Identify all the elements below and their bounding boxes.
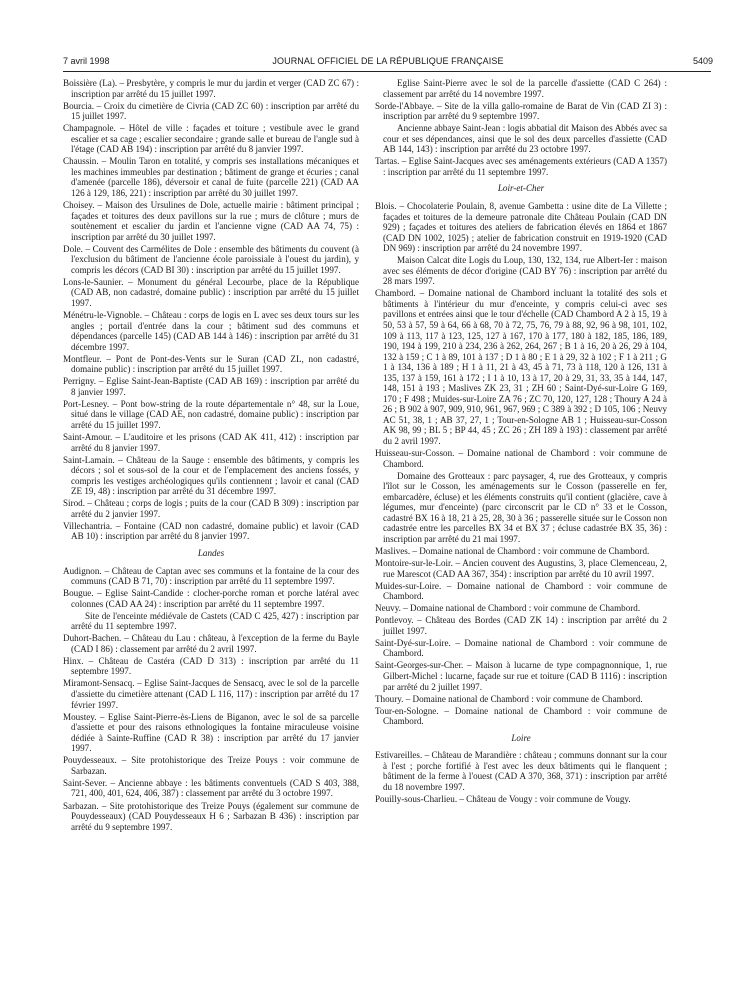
monument-entry: Muides-sur-Loire. – Domaine national de Chambord : voir commune de Chambord. (375, 580, 667, 602)
entry-continuation: Ancienne abbaye Saint-Jean : logis abbatial dit Maison des Abbés avec sa cour et ses dépendances, ainsi que le sol des deux parcelles d'assiette (CAD AB 144, 143) : inscription par arrêté du 23 octobre 1997. (383, 123, 667, 155)
section-heading: Loire (511, 732, 531, 743)
monument-entry: Maslives. – Domaine national de Chambord : voir commune de Chambord. (375, 545, 650, 556)
monument-entry: Chambord. – Domaine national de Chambord incluant la totalité des sols et bâtiments à l'intérieur du mur d'enceinte, y compris celui-ci avec ses pavillons et entrées ainsi que le tour d'échelle (CAD Chambord A 2 à 15, 19 à 50, 53 à 57, 59 à 64, 66 à 68, 70 à 72, 75, 76, 79 à 88, 92, 96 à 98, 101, 102, 109 à 113, 117 à 123, 125, 127 à 167, 170 à 177, 180 à 182, 185, 186, 189, 190, 194 à 199, 210 à 234, 236 à 262, 264, 267 ; B 1 à 16, 20 à 26, 29 à 104, 132 à 159 ; C 1 à 89, 101 à 137 ; D 1 à 80 ; E 1 à 29, 32 à 102 ; F 1 à 211 ; G 1 à 134, 136 à 189 ; H 1 à 11, 21 à 43, 45 à 71, 73 à 118, 120 à 126, 131 à 135, 137 à 159, 161 à 172 ; I 1 à 10, 13 à 17, 20 à 29, 31, 33, 35 à 144, 147, 148, 151 à 193 ; Maslives ZK 23, 31 ; ZH 60 ; Saint-Dyé-sur-Loire G 169, 170 ; F 498 ; Muides-sur-Loire ZA 76 ; ZC 70, 120, 127, 128 ; Thoury A 24 à 26 ; B 902 à 907, 909, 910, 961, 967, 969 ; C 389 à 392 ; D 105, 106 ; Neuvy AC 51, 38, 1 ; AB 37, 27, 1 ; Tour-en-Sologne AB 1 ; Huisseau-sur-Cosson AK 98, 99 ; BL 5 ; BP 44, 45 ; ZC 26 ; ZH 189 à 193) : classement par arrêté du 2 avril 1997. (375, 288, 667, 446)
monument-entry: Boissière (La). – Presbytère, y compris le mur du jardin et verger (CAD ZC 67) : inscription par arrêté du 15 juillet 1997. (63, 78, 359, 99)
monument-entry: Saint-Amour. – L'auditoire et les prisons (CAD AK 411, 412) : inscription par arrêté du 8 janvier 1997. (63, 432, 359, 453)
monument-entry: Saint-Sever. – Ancienne abbaye : les bâtiments conventuels (CAD S 403, 388, 721, 400, 401, 624, 406, 387) : classement par arrêté du 3 octobre 1997. (63, 777, 359, 799)
monument-entry: Huisseau-sur-Cosson. – Domaine national de Chambord : voir commune de Chambord. (375, 448, 667, 469)
left-column (63, 78, 359, 834)
section-heading: Loir-et-Cher (497, 183, 545, 194)
monument-entry: Lons-le-Saunier. – Monument du général Lecourbe, place de la République (CAD AB, non cadastré, domaine public) : inscription par arrêté du 15 juillet 1997. (63, 276, 359, 308)
monument-entry: Moustey. – Eglise Saint-Pierre-ès-Liens de Biganon, avec le sol de sa parcelle d'assiette et pour des raisons ethnologiques la fontaine miraculeuse voisine dédiée à Sainte-Ruffine (CAD R 38) : inscription par arrêté du 17 janvier 1997. (63, 711, 359, 754)
monument-entry: Thoury. – Domaine national de Chambord : voir commune de Chambord. (375, 693, 643, 704)
section-heading: Landes (197, 547, 225, 558)
monument-entry: Miramont-Sensacq. – Eglise Saint-Jacques de Sensacq, avec le sol de la parcelle d'assiette du cimetière attenant (CAD L 116, 117) : inscription par arrêté du 17 février 1997. (63, 678, 359, 710)
entry-continuation: Site de l'enceinte médiévale de Castets (CAD C 425, 427) : inscription par arrêté du 11 septembre 1997. (71, 610, 359, 632)
monument-entry: Champagnole. – Hôtel de ville : façades et toiture ; vestibule avec le grand escalier et sa cage ; escalier secondaire ; grande salle et bureau de l'angle sud à l'étage (CAD AB 194) : inscription par arrêté du 8 janvier 1997. (63, 123, 359, 155)
monument-entry: Bougue. – Eglise Saint-Candide : clocher-porche roman et porche latéral avec colonnes (CAD AA 24) : inscription par arrêté du 11 septembre 1997. (63, 588, 359, 609)
monument-entry: Port-Lesney. – Pont bow-string de la route départementale n° 48, sur la Loue, situé dans le village (CAD AE, non cadastré, domaine public) : inscription par arrêté du 15 juillet 1997. (63, 398, 359, 430)
right-column (375, 78, 667, 806)
monument-entry: Montfleur. – Pont de Pont-des-Vents sur le Suran (CAD ZL, non cadastré, domaine public) : inscription par arrêté du 15 juillet 1997. (63, 353, 359, 375)
page-header (63, 56, 713, 72)
monument-entry: Tour-en-Sologne. – Domaine national de Chambord : voir commune de Chambord. (375, 705, 667, 727)
monument-entry: Ménétru-le-Vignoble. – Château : corps de logis en L avec ses deux tours sur les angles ; portail d'entrée dans la cour ; bâtiment sud des communs et dépendances (parcelle 145) (CAD AB 144 à 146) : inscription par arrêté du 31 décembre 1997. (63, 309, 359, 352)
monument-entry: Saint-Georges-sur-Cher. – Maison à lucarne de type compagnonnique, 1, rue Gilbert-Michel : lucarne, façade sur rue et toiture (CAD B 1116) : inscription par arrêté du 2 juillet 1997. (375, 660, 667, 692)
monument-entry: Sarbazan. – Site protohistorique des Treize Pouys (également sur commune de Pouydesseaux) (CAD Pouydesseaux H 6 ; Sarbazan B 436) : inscription par arrêté du 9 septembre 1997. (63, 800, 359, 832)
monument-entry: Chaussin. – Moulin Taron en totalité, y compris ses installations mécaniques et les machines immeubles par destination ; bâtiment de grange et écuries ; canal d'amenée (parcelle 186), déversoir et canal de fuite (parcelle 221) (CAD AA 126 à 129, 186, 221) : inscription par arrêté du 30 juillet 1997. (63, 156, 359, 198)
monument-entry: Bourcia. – Croix du cimetière de Civria (CAD ZC 60) : inscription par arrêté du 15 juillet 1997. (63, 100, 359, 122)
monument-entry: Pouilly-sous-Charlieu. – Château de Vougy : voir commune de Vougy. (375, 793, 631, 804)
journal-title: JOURNAL OFFICIEL DE LA RÉPUBLIQUE FRANÇAISE (272, 56, 504, 66)
monument-entry: Saint-Lamain. – Château de la Sauge : ensemble des bâtiments, y compris les décors ; sol et sous-sol de la cour et de l'emplacement des anciens fossés, y compris les vestiges archéologiques qu'ils contiennent ; lavoir et canal (CAD ZE 19, 48) : inscription par arrêté du 31 décembre 1997. (63, 454, 359, 497)
entry-continuation: Maison Calcat dite Logis du Loup, 130, 132, 134, rue Albert-Ier : maison avec ses éléments de décor d'origine (CAD BY 76) : inscription par arrêté du 28 mars 1997. (383, 255, 667, 287)
monument-entry: Dole. – Couvent des Carmélites de Dole : ensemble des bâtiments du couvent (à l'exclusion du bâtiment de l'ancienne école paroissiale à l'ouest du jardin), y compris les décors (CAD BI 30) : inscription par arrêté du 15 juillet 1997. (63, 243, 359, 275)
page-number: 5409 (692, 56, 713, 66)
monument-entry: Pontlevoy. – Château des Bordes (CAD ZK 14) : inscription par arrêté du 2 juillet 1997. (375, 615, 667, 636)
entry-continuation: Domaine des Grotteaux : parc paysager, 4, rue des Grotteaux, y compris l'îlot sur le Cosson, les aménagements sur le Cosson (passerelle en fer, embarcadère, écluse) et les éléments construits qu'il contient (glacière, cave à légumes, mur d'enceinte) (parc circonscrit par le CD n° 33 et le Cosson, cadastré BX 16 à 18, 21 à 25, 28, 30 à 36 ; passerelle située sur le Cosson non cadastrée entre les parcelles BX 34 et BX 37 ; écluse cadastrée BX 35, 36) : inscription par arrêté du 21 mai 1997. (383, 470, 667, 544)
monument-entry: Tartas. – Eglise Saint-Jacques avec ses aménagements extérieurs (CAD A 1357) : inscription par arrêté du 11 septembre 1997. (375, 156, 667, 177)
monument-entry: Hinx. – Château de Castéra (CAD D 313) : inscription par arrêté du 11 septembre 1997. (63, 655, 359, 677)
monument-entry: Duhort-Bachen. – Château du Lau : château, à l'exception de la ferme du Bayle (CAD I 86) : classement par arrêté du 2 avril 1997. (63, 633, 359, 654)
monument-entry: Estivareilles. – Château de Marandière : château ; communs donnant sur la cour à l'est ; porche fortifié à l'est avec les deux bâtiments qui le flanquent ; bâtiment de la ferme à l'ouest (CAD A 370, 368, 371) : inscription par arrêté du 18 novembre 1997. (375, 750, 667, 792)
monument-entry: Neuvy. – Domaine national de Chambord : voir commune de Chambord. (375, 603, 641, 614)
monument-entry: Audignon. – Château de Captan avec ses communs et la fontaine de la cour des communs (CAD B 71, 70) : inscription par arrêté du 11 septembre 1997. (63, 565, 359, 587)
monument-entry: Saint-Dyé-sur-Loire. – Domaine national de Chambord : voir commune de Chambord. (375, 637, 667, 659)
monument-entry: Blois. – Chocolaterie Poulain, 8, avenue Gambetta : usine dite de La Villette ; façades et toitures de la demeure patronale dite Château Poulain (CAD DN 929) ; façades et toitures des ateliers de fabrication élevés en 1864 et 1867 (CAD DN 1002, 1025) ; atelier de fabrication construit en 1919-1920 (CAD DN 969) : inscription par arrêté du 24 novembre 1997. (375, 200, 667, 254)
monument-entry: Sorde-l'Abbaye. – Site de la villa gallo-romaine de Barat de Vin (CAD ZI 3) : inscription par arrêté du 9 septembre 1997. (375, 100, 667, 122)
monument-entry: Sirod. – Château ; corps de logis ; puits de la cour (CAD B 309) : inscription par arrêté du 2 janvier 1997. (63, 498, 359, 519)
header-rule (63, 71, 711, 72)
entry-continuation: Eglise Saint-Pierre avec le sol de la parcelle d'assiette (CAD C 264) : classement par arrêté du 14 novembre 1997. (383, 78, 667, 99)
monument-entry: Perrigny. – Eglise Saint-Jean-Baptiste (CAD AB 169) : inscription par arrêté du 8 janvier 1997. (63, 376, 359, 397)
monument-entry: Montoire-sur-le-Loir. – Ancien couvent des Augustins, 3, place Clemenceau, 2, rue Marescot (CAD AA 367, 354) : inscription par arrêté du 10 avril 1997. (375, 558, 667, 579)
monument-entry: Choisey. – Maison des Ursulines de Dole, actuelle mairie : bâtiment principal ; façades et toitures des deux pavillons sur la rue ; murs de clôture ; murs de soutènement et escalier du jardin et l'ancienne vigne (CAD AA 74, 75) : inscription par arrêté du 30 juillet 1997. (63, 200, 359, 242)
issue-date: 7 avril 1998 (63, 56, 110, 66)
monument-entry: Villechantria. – Fontaine (CAD non cadastré, domaine public) et lavoir (CAD AB 10) : inscription par arrêté du 8 janvier 1997. (63, 520, 359, 542)
monument-entry: Pouydesseaux. – Site protohistorique des Treize Pouys : voir commune de Sarbazan. (63, 755, 359, 776)
